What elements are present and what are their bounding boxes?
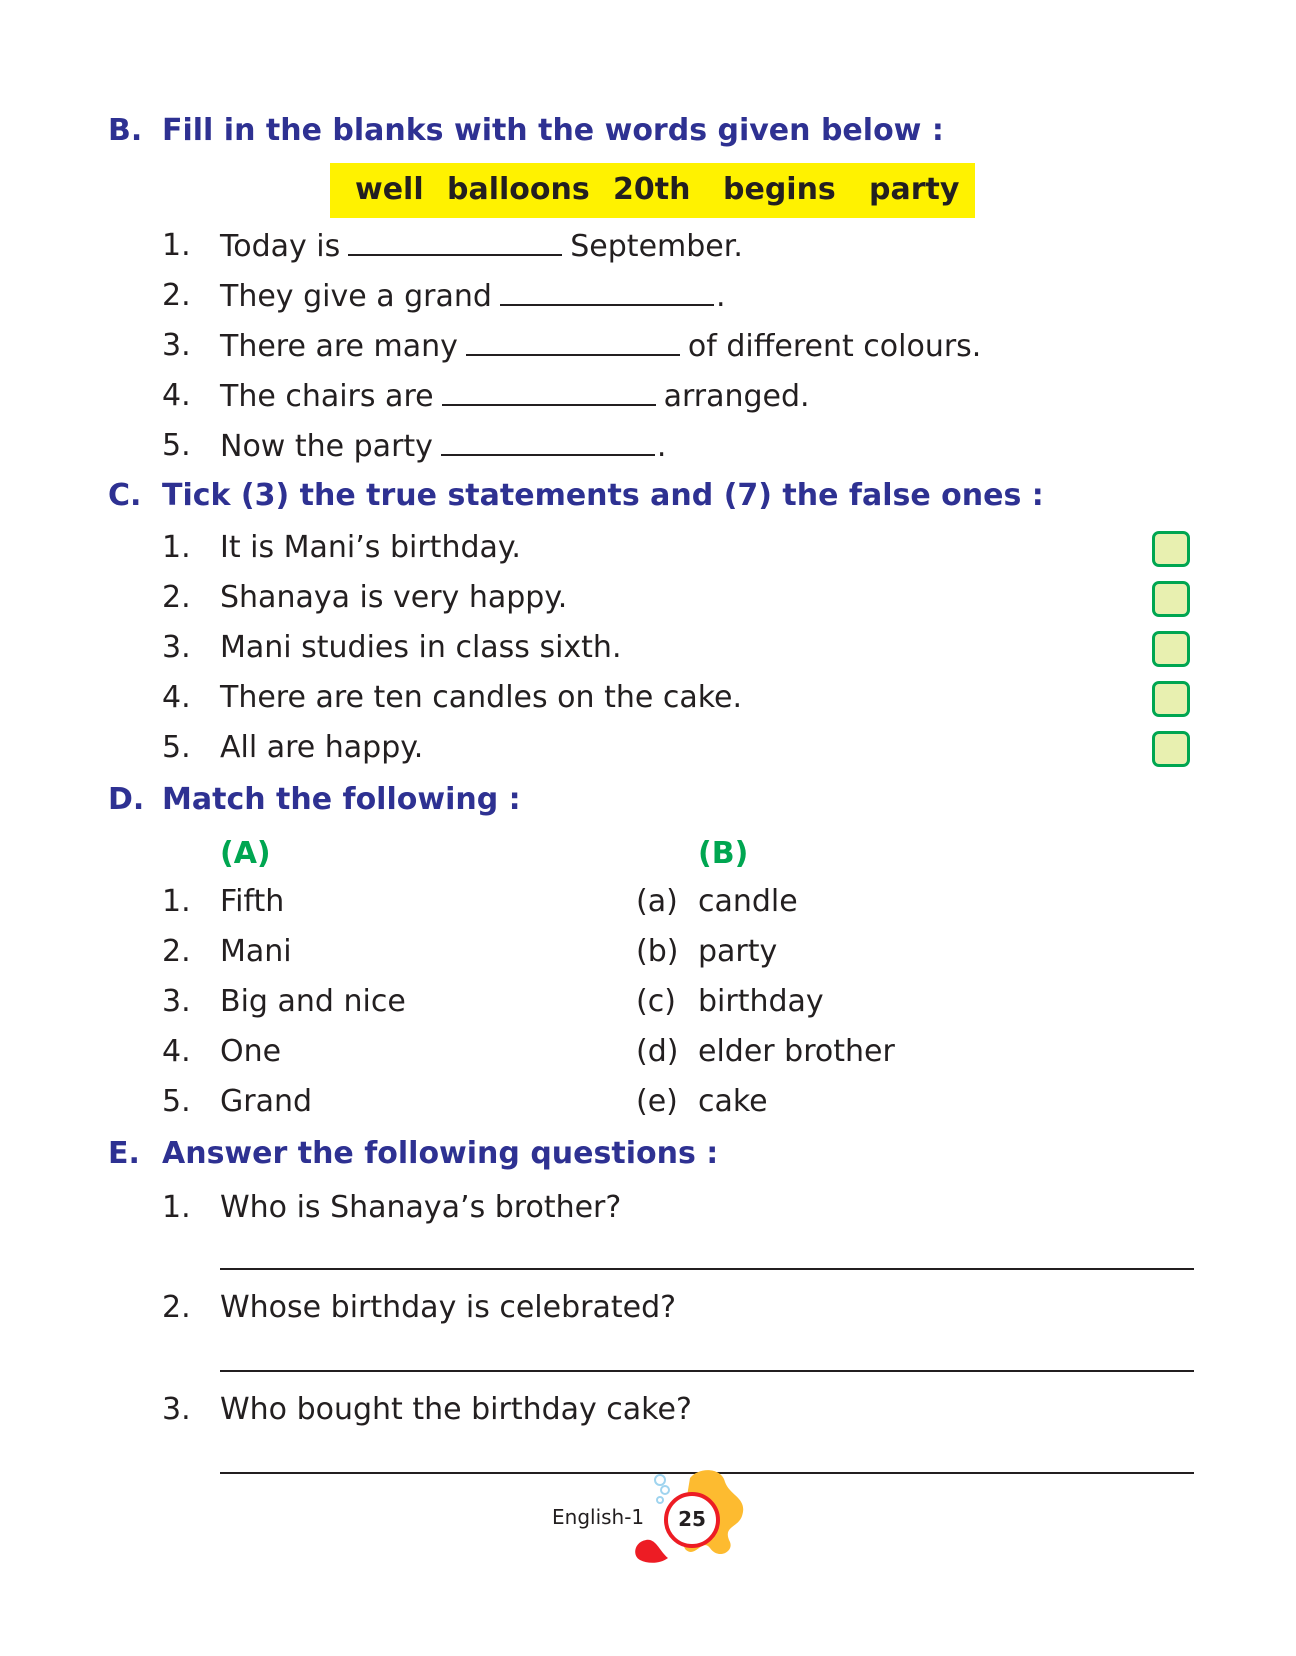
column-a-item: Grand: [220, 1084, 313, 1119]
item-number: 2.: [162, 580, 191, 615]
column-b-item: cake: [698, 1084, 768, 1119]
item-number: 3.: [162, 630, 191, 665]
statement-item: [162, 630, 1062, 666]
column-a-item: One: [220, 1034, 282, 1069]
item-number: 3.: [162, 984, 191, 1019]
section-letter: C.: [108, 478, 142, 513]
item-text: [220, 278, 726, 315]
text-after-blank: of different colours.: [687, 329, 982, 364]
word-bank: [330, 163, 975, 218]
page-number: 25: [678, 1507, 706, 1531]
text-before-blank: The chairs are: [220, 379, 434, 414]
item-number: 1.: [162, 530, 191, 565]
statement-text: Shanaya is very happy.: [220, 580, 568, 615]
tick-box[interactable]: [1152, 631, 1190, 667]
match-row: [162, 1034, 922, 1070]
column-b-item: elder brother: [698, 1034, 895, 1069]
statement-item: [162, 680, 1062, 716]
tick-box[interactable]: [1152, 531, 1190, 567]
word-bank-item: balloons: [447, 172, 590, 207]
text-after-blank: .: [656, 429, 667, 464]
text-before-blank: There are many: [220, 329, 458, 364]
question-item: [162, 1290, 1062, 1326]
fill-blank-item: [162, 428, 1062, 464]
question-text: Who bought the birthday cake?: [220, 1392, 692, 1427]
item-text: [220, 328, 981, 365]
statement-text: Mani studies in class sixth.: [220, 630, 622, 665]
answer-line[interactable]: [220, 1370, 1194, 1372]
item-number: 5.: [162, 730, 191, 765]
column-b-item: party: [698, 934, 778, 969]
fill-blank-item: [162, 228, 1062, 264]
item-number: 3.: [162, 1392, 191, 1427]
match-letter: (b): [636, 934, 679, 969]
question-item: [162, 1190, 1062, 1226]
section-c-heading: [108, 478, 1044, 514]
page-number-badge: [630, 1468, 750, 1568]
item-number: 4.: [162, 680, 191, 715]
section-title: Fill in the blanks with the words given below :: [162, 113, 944, 148]
section-title: Match the following :: [162, 782, 521, 817]
fill-blank-item: [162, 378, 1062, 414]
section-e-heading: [108, 1136, 1008, 1172]
text-before-blank: They give a grand: [220, 279, 492, 314]
column-a-item: Mani: [220, 934, 292, 969]
section-d-heading: [108, 782, 1008, 818]
statement-item: [162, 580, 1062, 616]
text-after-blank: .: [715, 279, 726, 314]
text-after-blank: September.: [570, 229, 743, 264]
item-number: 1.: [162, 884, 191, 919]
item-number: 1.: [162, 1190, 191, 1225]
blank-line[interactable]: [466, 328, 680, 356]
statement-item: [162, 530, 1062, 566]
match-letter: (a): [636, 884, 678, 919]
item-number: 3.: [162, 328, 191, 363]
section-letter: D.: [108, 782, 145, 817]
match-letter: (c): [636, 984, 676, 1019]
match-letter: (d): [636, 1034, 679, 1069]
item-number: 2.: [162, 1290, 191, 1325]
statement-item: [162, 730, 1062, 766]
column-b-item: candle: [698, 884, 798, 919]
text-before-blank: Today is: [220, 229, 341, 264]
match-row: [162, 934, 922, 970]
blank-line[interactable]: [441, 428, 655, 456]
column-a-heading: (A): [220, 836, 271, 871]
statement-text: All are happy.: [220, 730, 424, 765]
answer-line[interactable]: [220, 1268, 1194, 1270]
question-item: [162, 1392, 1062, 1428]
item-number: 2.: [162, 278, 191, 313]
item-text: [220, 378, 810, 415]
item-text: [220, 428, 666, 465]
fill-blank-item: [162, 278, 1062, 314]
book-title: English-1: [552, 1505, 645, 1529]
statement-text: It is Mani’s birthday.: [220, 530, 521, 565]
section-letter: B.: [108, 113, 143, 148]
statement-text: There are ten candles on the cake.: [220, 680, 743, 715]
question-text: Who is Shanaya’s brother?: [220, 1190, 622, 1225]
section-letter: E.: [108, 1136, 140, 1171]
item-number: 2.: [162, 934, 191, 969]
blank-line[interactable]: [442, 378, 656, 406]
item-number: 4.: [162, 378, 191, 413]
section-title: Tick (3) the true statements and (7) the false ones :: [162, 478, 1044, 513]
blank-line[interactable]: [500, 278, 714, 306]
column-a-item: Fifth: [220, 884, 285, 919]
section-title: Answer the following questions :: [162, 1136, 719, 1171]
match-letter: (e): [636, 1084, 678, 1119]
column-b-heading: (B): [698, 836, 749, 871]
text-before-blank: Now the party: [220, 429, 433, 464]
column-b-item: birthday: [698, 984, 824, 1019]
word-bank-item: 20th: [613, 172, 691, 207]
match-row: [162, 984, 922, 1020]
tick-box[interactable]: [1152, 581, 1190, 617]
fill-blank-item: [162, 328, 1062, 364]
column-a-item: Big and nice: [220, 984, 406, 1019]
section-b-heading: [108, 113, 1008, 149]
item-number: 5.: [162, 1084, 191, 1119]
match-row: [162, 1084, 922, 1120]
tick-box[interactable]: [1152, 731, 1190, 767]
word-bank-item: begins: [723, 172, 836, 207]
text-after-blank: arranged.: [663, 379, 810, 414]
blank-line[interactable]: [348, 228, 562, 256]
tick-box[interactable]: [1152, 681, 1190, 717]
question-text: Whose birthday is celebrated?: [220, 1290, 677, 1325]
match-row: [162, 884, 922, 920]
item-text: [220, 228, 743, 265]
item-number: 5.: [162, 428, 191, 463]
word-bank-item: well: [355, 172, 424, 207]
item-number: 4.: [162, 1034, 191, 1069]
item-number: 1.: [162, 228, 191, 263]
word-bank-item: party: [869, 172, 960, 207]
